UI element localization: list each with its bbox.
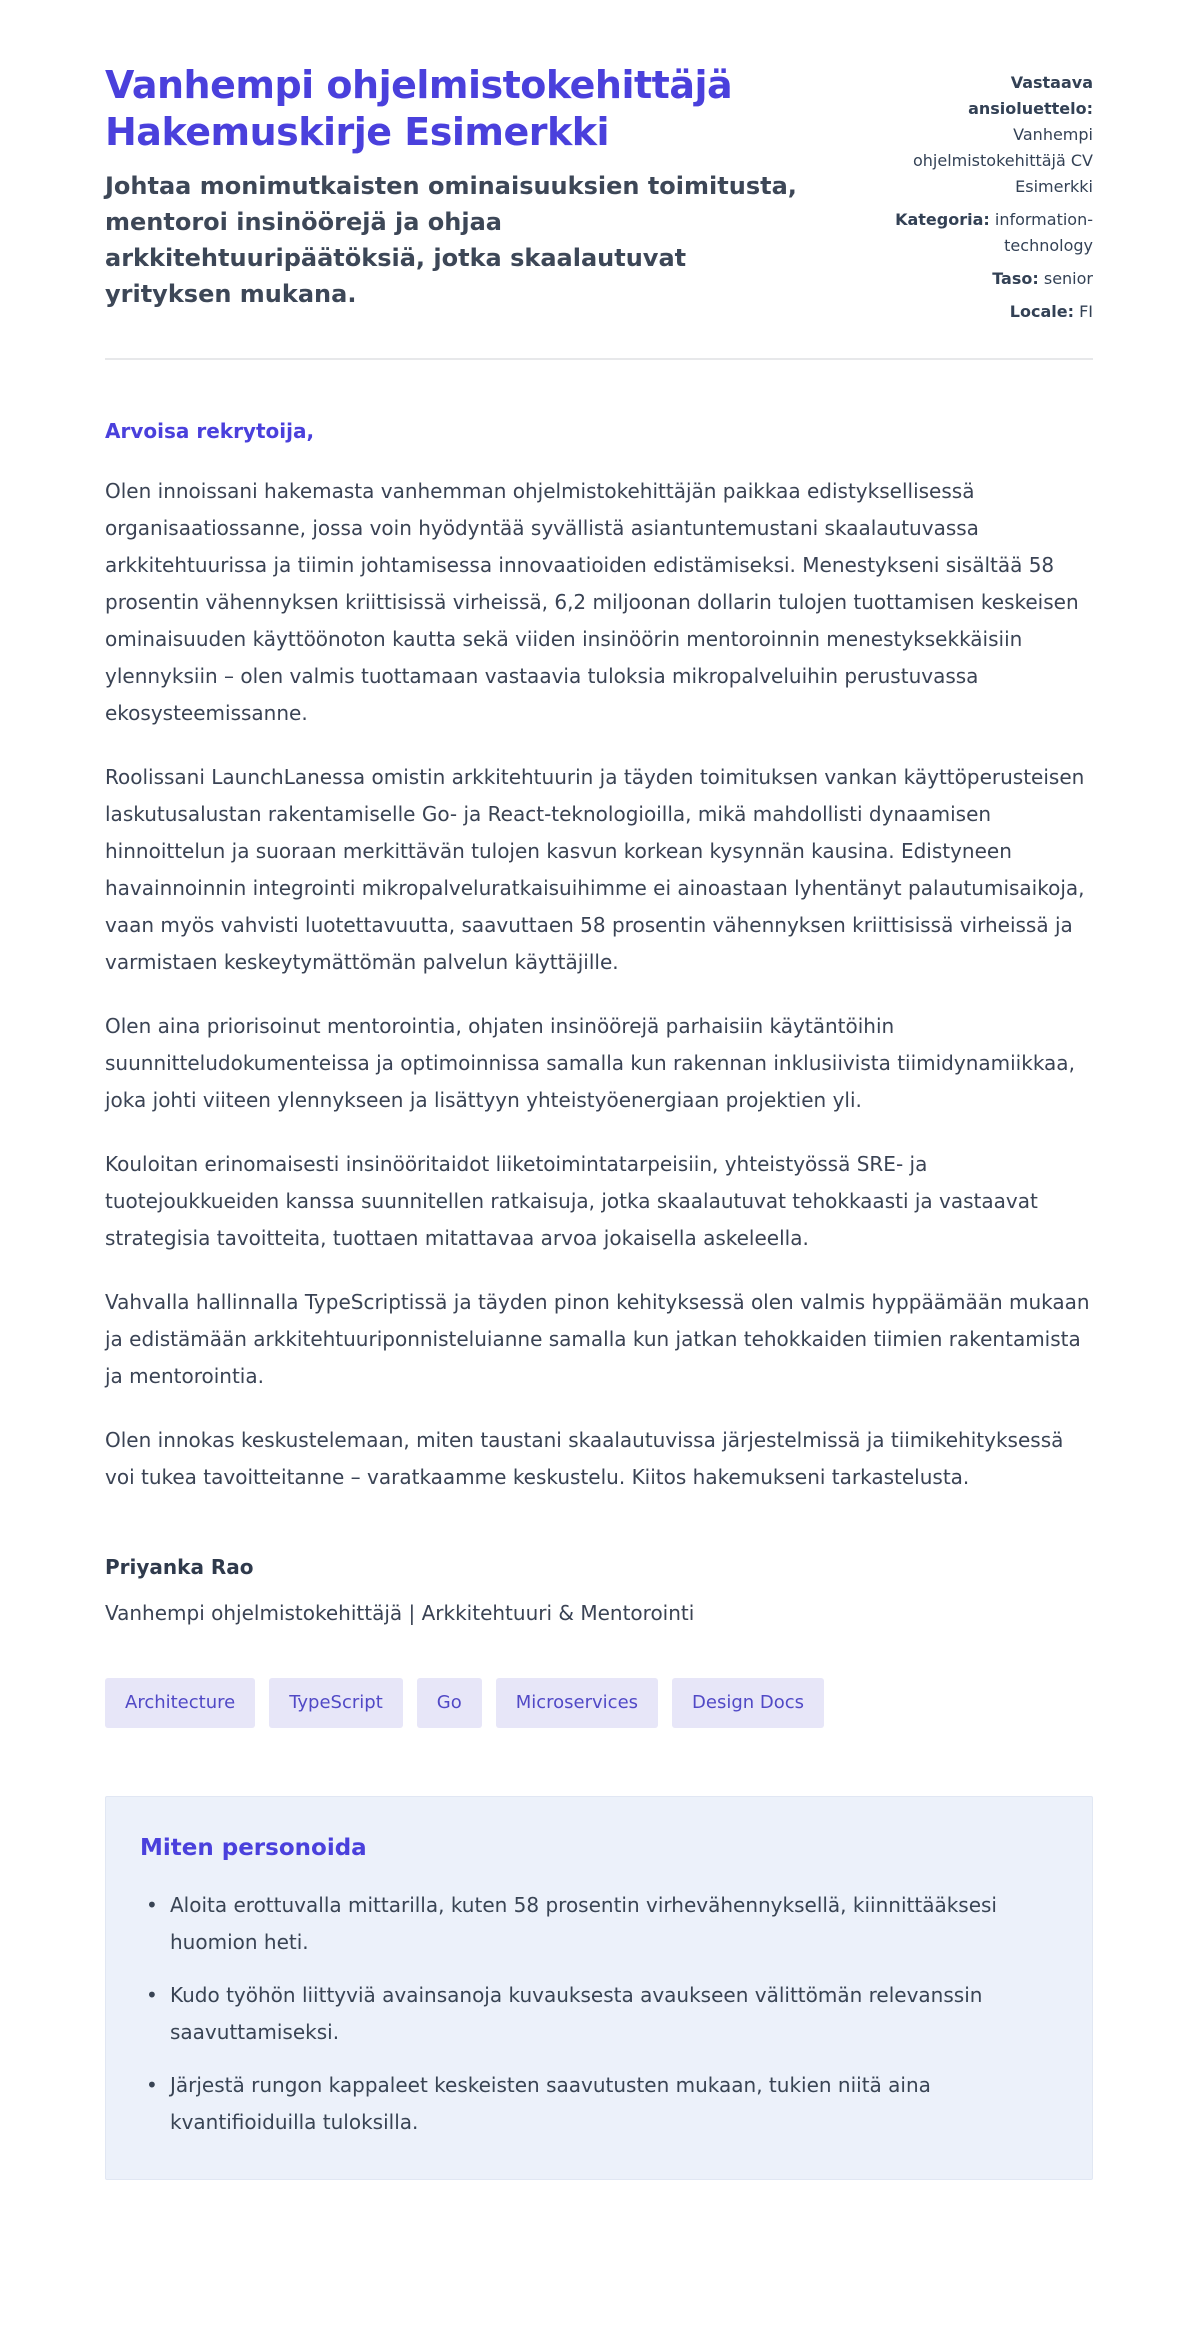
meta-matching-resume — [888, 70, 1093, 200]
meta-level — [888, 266, 1093, 292]
signature-role: Vanhempi ohjelmistokehittäjä | Arkkitehtuuri & Mentorointi — [105, 1601, 695, 1625]
header-title-block — [105, 62, 805, 312]
meta-locale — [888, 299, 1093, 325]
tip-item: • Aloita erottuvalla mittarilla, kuten 58 prosentin virhevähennyksellä, kiinnittääksesi huomion heti. — [140, 1887, 1054, 1961]
page-header — [105, 62, 1093, 332]
tag-architecture[interactable]: Architecture — [105, 1678, 255, 1728]
meta-panel — [888, 62, 1093, 332]
tag-design-docs[interactable]: Design Docs — [672, 1678, 824, 1728]
page-title: Vanhempi ohjelmistokehittäjä Hakemuskirje Esimerkki — [105, 63, 733, 154]
letter-greeting: Arvoisa rekrytoija, — [105, 419, 315, 443]
signature-block — [105, 1552, 1093, 1628]
content-column — [105, 0, 1093, 2180]
tag-go[interactable]: Go — [417, 1678, 482, 1728]
meta-label: Kategoria: — [895, 210, 990, 229]
tag-microservices[interactable]: Microservices — [496, 1678, 658, 1728]
tag-list — [105, 1678, 1093, 1728]
page-subtitle: Johtaa monimutkaisten ominaisuuksien toimitusta, mentoroi insinöörejä ja ohjaa arkkitehtuuripäätöksiä, jotka skaalautuvat yrityksen mukana. — [105, 172, 797, 308]
personalization-tips-box — [105, 1796, 1093, 2180]
meta-label: Taso: — [992, 269, 1039, 288]
letter-paragraph: Olen innokas keskustelemaan, miten taustani skaalautuvissa järjestelmissä ja tiimikehityksessä voi tukea tavoitteitanne – varatkaamme keskustelu. Kiitos hakemukseni tarkastelusta. — [105, 1428, 1064, 1489]
meta-category — [888, 207, 1093, 259]
letter-paragraph: Kouloitan erinomaisesti insinööritaidot liiketoimintatarpeisiin, yhteistyössä SRE- ja tuotejoukkueiden kanssa suunnitellen ratkaisuja, jotka skaalautuvat tehokkaasti ja vastaavat strategisia tavoitteita, tuottaen mitattavaa arvoa jokaisella askeleella. — [105, 1152, 1038, 1250]
meta-value: FI — [1079, 302, 1093, 321]
letter-paragraph: Vahvalla hallinnalla TypeScriptissä ja täyden pinon kehityksessä olen valmis hyppäämään mukaan ja edistämään arkkitehtuuriponnisteluianne samalla kun jatkan tehokkaiden tiimien rakentamista ja mentorointia. — [105, 1290, 1090, 1388]
meta-label: Vastaava ansioluettelo: — [968, 73, 1093, 118]
meta-label: Locale: — [1009, 302, 1074, 321]
tag-typescript[interactable]: TypeScript — [269, 1678, 403, 1728]
letter-paragraph: Roolissani LaunchLanessa omistin arkkitehtuurin ja täyden toimituksen vankan käyttöperusteisen laskutusalustan rakentamiselle Go- ja React-teknologioilla, mikä mahdollisti dynaamisen hinnoittelun ja suoraan merkittävän tulojen kasvun korkean kysynnän kausina. Edistyneen havainnoinnin integrointi mikropalveluratkaisuihimme ei ainoastaan lyhentänyt palautumisaikoja, vaan myös vahvisti luotettavuutta, saavuttaen 58 prosentin vähennyksen kriittisissä virheissä ja varmistaen keskeytymättömän palvelun käyttäjille. — [105, 765, 1085, 974]
tips-list — [140, 1887, 1054, 2141]
meta-value: information-technology — [994, 210, 1093, 255]
letter-paragraph: Olen aina priorisoinut mentorointia, ohjaten insinöörejä parhaisiin käytäntöihin suunnitteludokumenteissa ja optimoinnissa samalla kun rakennan inklusiivista tiimidynamiikkaa, joka johti viiteen ylennykseen ja lisättyyn yhteistyöenergiaan projektien yli. — [105, 1014, 1075, 1112]
meta-value: Vanhempi ohjelmistokehittäjä CV Esimerkki — [912, 125, 1093, 196]
signature-name: Priyanka Rao — [105, 1555, 254, 1579]
meta-value: senior — [1043, 269, 1093, 288]
tips-title: Miten personoida — [140, 1835, 367, 1861]
tip-item: • Järjestä rungon kappaleet keskeisten saavutusten mukaan, tukien niitä aina kvantifioiduilla tuloksilla. — [140, 2067, 1054, 2141]
header-divider — [105, 358, 1093, 360]
tip-item: • Kudo työhön liittyviä avainsanoja kuvauksesta avaukseen välittömän relevanssin saavuttamiseksi. — [140, 1977, 1054, 2051]
letter-paragraph: Olen innoissani hakemasta vanhemman ohjelmistokehittäjän paikkaa edistyksellisessä organisaatiossanne, jossa voin hyödyntää syvällistä asiantuntemustani skaalautuvassa arkkitehtuurissa ja tiimin johtamisessa innovaatioiden edistämiseksi. Menestykseni sisältää 58 prosentin vähennyksen kriittisissä virheissä, 6,2 miljoonan dollarin tulojen tuottamisen keskeisen ominaisuuden käyttöönoton kautta sekä viiden insinöörin mentoroinnin menestyksekkäisiin ylennyksiin – olen valmis tuottamaan vastaavia tuloksia mikropalveluihin perustuvassa ekosysteemissanne. — [105, 479, 1079, 725]
